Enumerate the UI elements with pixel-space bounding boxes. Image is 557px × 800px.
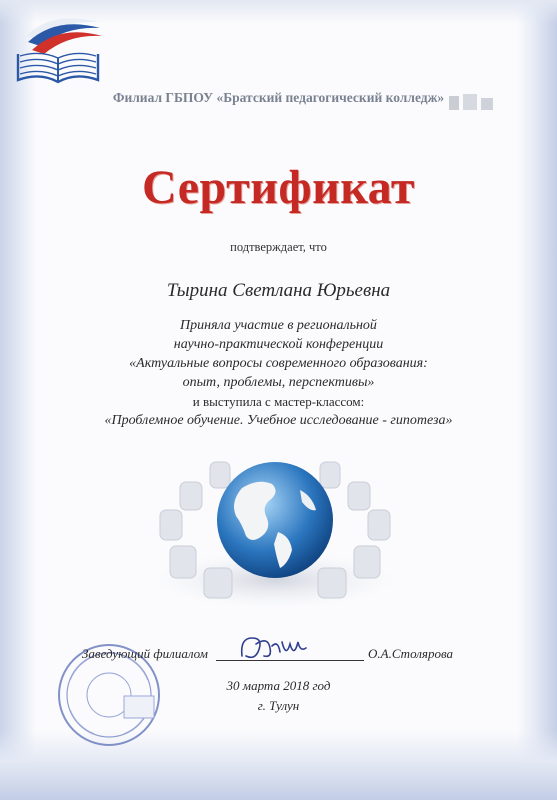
certificate-title: Сертификат: [142, 161, 415, 214]
body-line: опыт, проблемы, перспективы»: [182, 375, 375, 390]
body-line: «Актуальные вопросы современного образования:: [129, 356, 428, 371]
confirms-text: подтверждает, что: [230, 240, 327, 254]
body-line: научно-практической конференции: [173, 337, 384, 352]
globe-icon: [150, 440, 400, 610]
body-line: Приняла участие в региональной: [180, 318, 377, 333]
body-line: «Проблемное обучение. Учебное исследование - гипотеза»: [104, 413, 453, 428]
logo-book-flag-icon: [12, 6, 104, 90]
issue-city: г. Тулун: [257, 698, 300, 713]
signature-row: [82, 640, 482, 664]
signature: [234, 630, 314, 666]
recipient-name: Тырина Светлана Юрьевна: [166, 280, 391, 301]
signatory-name: О.А.Столярова: [368, 646, 454, 661]
body-line: и выступила с мастер-классом:: [192, 394, 365, 409]
institution-header: Филиал ГБПОУ «Братский педагогический колледж»: [112, 90, 445, 105]
issue-date: 30 марта 2018 год: [226, 678, 331, 693]
certificate-body: [0, 316, 557, 430]
signature-position: Заведующий филиалом: [82, 646, 208, 661]
